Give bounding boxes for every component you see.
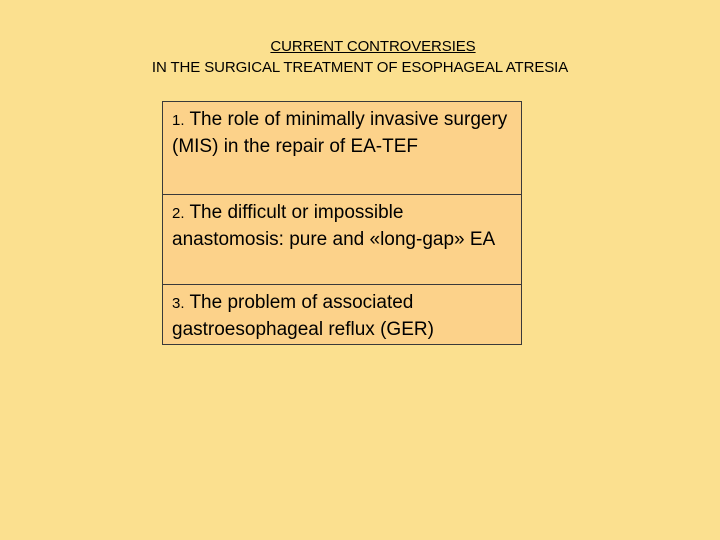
title-line-1: CURRENT CONTROVERSIES	[270, 38, 476, 55]
item-number: 2.	[172, 205, 185, 222]
slide-title	[0, 36, 720, 78]
item-number: 1.	[172, 112, 185, 129]
item-text: The role of minimally invasive surgery (MIS) in the repair of EA-TEF	[172, 109, 508, 157]
title-line-2: IN THE SURGICAL TREATMENT OF ESOPHAGEAL ATRESIA	[151, 59, 569, 76]
item-text: The difficult or impossible anastomosis: pure and «long-gap» EA	[172, 202, 496, 250]
item-text: The problem of associated gastroesophageal reflux (GER)	[172, 292, 434, 340]
list-item-3	[163, 284, 521, 344]
item-number: 3.	[172, 295, 185, 312]
list-item-2	[163, 194, 521, 284]
list-item-1	[163, 102, 521, 194]
controversies-list	[162, 101, 522, 345]
